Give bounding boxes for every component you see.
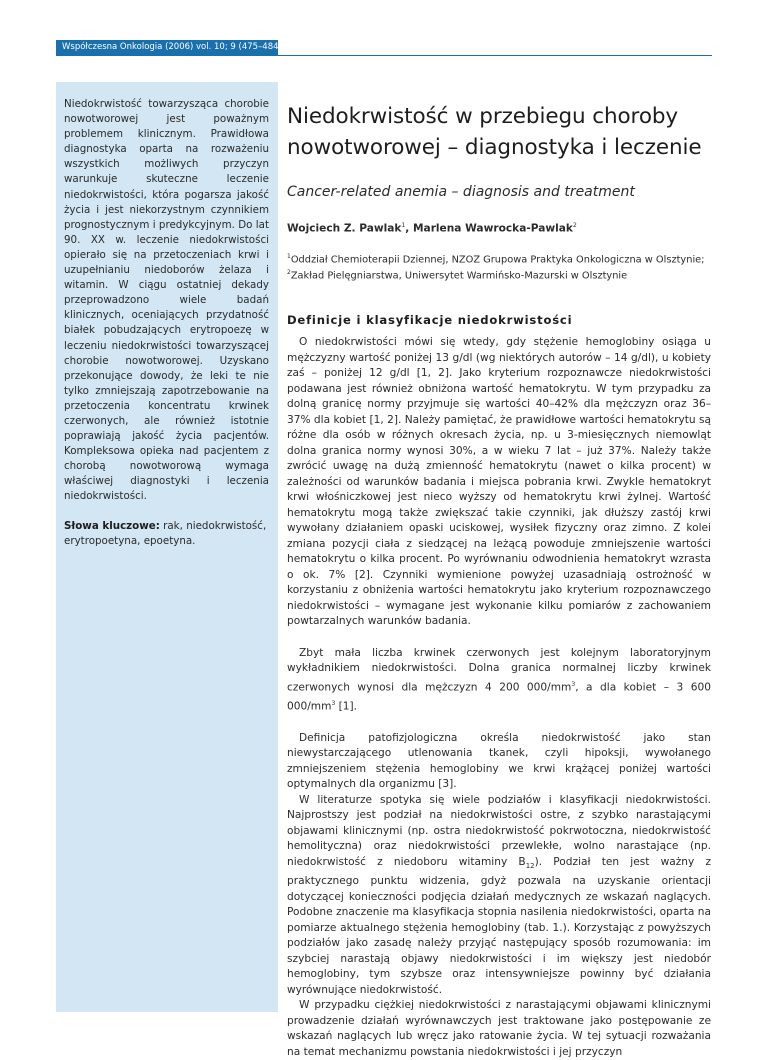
- paragraph-4-a: W literaturze spotyka się wiele podziałów i klasyfikacji niedokrwistości. Najprostszy jest podział na niedokrwistości ostre, z szybko narastającymi objawami klinicznymi (np. ostra niedokrwistość pokrwotoczna, niedokrwistość hemolityczna) oraz niedokrwistości przewlekłe, wolno narastające (np. niedokrwistość z niedoboru witaminy B: [287, 793, 711, 868]
- author-1: Wojciech Z. Pawlak: [287, 222, 402, 235]
- paragraph-2: [287, 646, 711, 715]
- author-1-sup: 1: [401, 222, 406, 229]
- keywords-label: Słowa kluczowe:: [64, 519, 160, 532]
- paragraph-2-a: Zbyt mała liczba krwinek czerwonych jest kolejnym laboratoryjnym wykładnikiem niedokrwistości. Dolna granica normalnej liczby krwinek czerwonych wynosi dla mężczyzn 4 200 000/mm: [287, 646, 711, 694]
- abstract-sidebar: [56, 82, 278, 1012]
- article-subtitle: Cancer-related anemia – diagnosis and treatment: [287, 184, 635, 200]
- article-main: [287, 80, 711, 1060]
- author-2-sup: 2: [572, 222, 577, 229]
- author-2: Marlena Wawrocka-Pawlak: [413, 222, 573, 235]
- article-title: Niedokrwistość w przebiegu choroby nowotworowej – diagnostyka i leczenie: [287, 104, 702, 160]
- affiliation-1-sup: 1: [287, 252, 291, 260]
- paragraph-2-sup-1: 3: [571, 680, 576, 688]
- journal-header: Współczesna Onkologia (2006) vol. 10; 9 (475–484): [56, 40, 278, 55]
- affiliation-2: [287, 266, 711, 283]
- section-heading: Definicje i klasyfikacje niedokrwistości: [287, 313, 573, 328]
- affiliation-2-text: Zakład Pielęgniarstwa, Uniwersytet Warmińsko-Mazurski w Olsztynie: [290, 270, 628, 282]
- paragraph-4: [287, 793, 711, 999]
- paragraph-2-sup-2: 3: [331, 699, 336, 707]
- keywords: [64, 519, 269, 549]
- paragraph-2-c: [1].: [335, 700, 358, 713]
- authors: [287, 222, 711, 235]
- author-separator: ,: [405, 222, 414, 235]
- paragraph-3: Definicja patofizjologiczna określa niedokrwistość jako stan niewystarczającego utlenowania tkanek, czyli hipoksji, wywołanego zmniejszeniem stężenia hemoglobiny we krwi krążącej poniżej wartości optymalnych dla organizmu [3].: [287, 731, 711, 791]
- paragraph-4-sub: 12: [525, 861, 535, 870]
- affiliations: [287, 250, 711, 284]
- paragraph-2-b: , a dla kobiet – 3 600 000/mm: [287, 681, 711, 713]
- abstract-text: Niedokrwistość towarzysząca chorobie nowotworowej jest poważnym problemem klinicznym. Prawidłowa diagnostyka oparta na rozważeniu wszystkich możliwych przyczyn warunkuje skuteczne leczenie niedokrwistości, która pogarsza jakość życia i jest niekorzystnym czynnikiem prognostycznym i predykcyjnym. Do lat 90. XX w. leczenie niedokrwistości opierało się na przetoczeniach krwi i uzupełnianiu niedoborów żelaza i witamin. W ciągu ostatniej dekady przeprowadzono wiele badań klinicznych, oceniających przydatność białek pobudzających erytropoezę w leczeniu niedokrwistości towarzyszącej chorobie nowotworowej. Uzyskano przekonujące dowody, że leki te nie tylko zmniejszają zapotrzebowanie na przetoczenia koncentratu krwinek czerwonych, ale również istotnie poprawiają jakość życia pacjentów. Kompleksowa opieka nad pacjentem z chorobą nowotworową wymaga właściwej diagnostyki i leczenia niedokrwistości.: [64, 98, 269, 503]
- affiliation-2-sup: 2: [287, 269, 291, 277]
- keywords-list: rak, niedokrwistość, erytropoetyna, epoetyna.: [64, 519, 267, 547]
- paragraph-1: O niedokrwistości mówi się wtedy, gdy stężenie hemoglobiny osiąga u mężczyzny wartość poniżej 13 g/dl (wg niektórych autorów – 14 g/dl), u kobiety zaś – poniżej 12 g/dl [1, 2]. Jako kryterium rozpoznawcze niedokrwistości podawana jest również obniżona wartość hematokrytu. W tym przypadku za dolną granicę normy przyjmuje się wartości 40–42% dla mężczyzn oraz 36–37% dla kobiet [1, 2]. Należy pamiętać, że prawidłowe wartości hematokrytu są różne dla osób w różnych okresach życia, np. u 3-miesięcznych niemowląt dolna granica normy wynosi 30%, a w wieku 7 lat – już 37%. Należy także zwrócić uwagę na dużą zmienność hematokrytu (nawet o kilka procent) w zależności od warunków badania i miejsca pobrania krwi. Zwykle hematokryt krwi włośniczkowej jest nieco wyższy od hematokrytu krwi żylnej. Wartość hematokrytu mogą także zwiększać takie czynniki, jak dłuższy zastój krwi wywołany działaniem opaski uciskowej, wysiłek fizyczny oraz zimno. Z kolei zmiana pozycji ciała z siedzącej na leżącą powoduje zmniejszenie wartości hematokrytu o kilka procent. Po wyrównaniu odwodnienia hematokryt wzrasta o ok. 7% [2]. Czynniki wymienione powyżej uzasadniają ostrożność w korzystaniu z obniżenia wartości hematokrytu jako kryterium rozpoznawczego niedokrwistości – wymagane jest wykonanie kilku pomiarów z zachowaniem powtarzalnych warunków badania.: [287, 336, 711, 628]
- paragraph-5: W przypadku ciężkiej niedokrwistości z narastającymi objawami klinicznymi prowadzenie działań wyrównawczych jest traktowane jako postępowanie ze wskazań naglących lub wręcz jako ratowanie życia. W tej sytuacji rozważania na temat mechanizmu powstania niedokrwistości i jej przyczyn: [287, 999, 711, 1058]
- affiliation-1: [287, 250, 711, 267]
- affiliation-1-text: Oddział Chemioterapii Dziennej, NZOZ Grupowa Praktyka Onkologiczna w Olsztynie;: [290, 253, 705, 265]
- header-rule: [56, 55, 712, 56]
- paragraph-4-b: ). Podział ten jest ważny z praktycznego punktu widzenia, gdyż pozwala na uzyskanie orientacji dotyczącej konieczności podjęcia działań medycznych ze wskazań naglących. Podobne znaczenie ma klasyfikacja stopnia nasilenia niedokrwistości, oparta na pomiarze aktualnego stężenia hemoglobiny (tab. 1.). Korzystając z powyższych podziałów jako zasadę należy przyjąć następujący sposób rozumowania: im szybciej narastają objawy niedokrwistości i im większy jest niedobór hemoglobiny, tym szybsze oraz intensywniejsze powinny być działania wyrównujące niedokrwistość.: [287, 855, 712, 996]
